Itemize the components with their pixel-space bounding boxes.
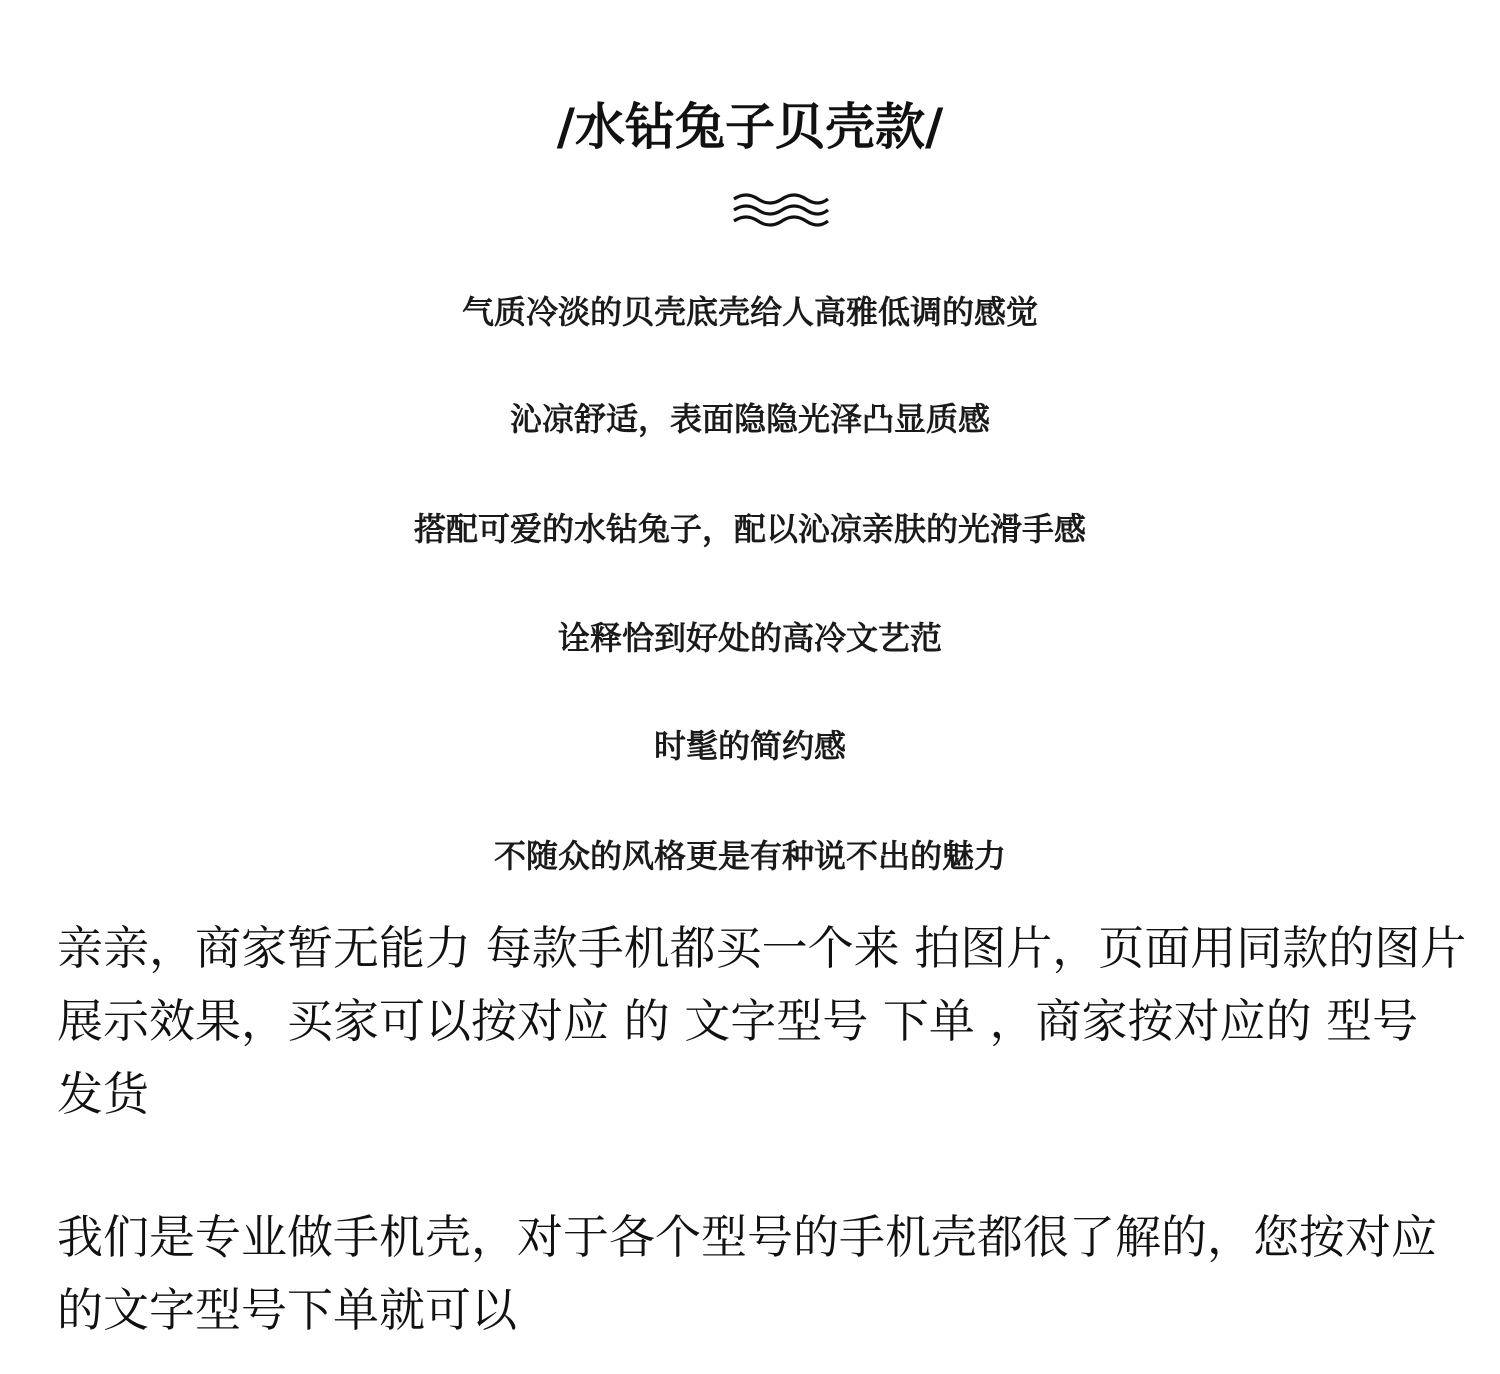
description-line: 搭配可爱的水钻兔子，配以沁凉亲肤的光滑手感 [413, 510, 1086, 548]
seller-notice-paragraph: 亲亲，商家暂无能力 每款手机都买一个来 拍图片，页面用同款的图片展示效果，买家可以按对应 的 文字型号 下单 ，商家按对应的 型号 发货 [57, 921, 1467, 1121]
description-line: 沁凉舒适，表面隐隐光泽凸显质感 [509, 400, 990, 438]
description-line: 不随众的风格更是有种说不出的魅力 [493, 837, 1006, 875]
product-title: /水钻兔子贝壳款/ [556, 98, 944, 156]
description-line: 时髦的简约感 [653, 727, 846, 765]
description-line: 诠释恰到好处的高冷文艺范 [557, 619, 942, 657]
seller-notice-paragraph: 我们是专业做手机壳，对于各个型号的手机壳都很了解的，您按对应的文字型号下单就可以 [57, 1210, 1437, 1337]
wave-lines-icon [732, 190, 830, 230]
description-line: 气质冷淡的贝壳底壳给人高雅低调的感觉 [461, 293, 1038, 331]
